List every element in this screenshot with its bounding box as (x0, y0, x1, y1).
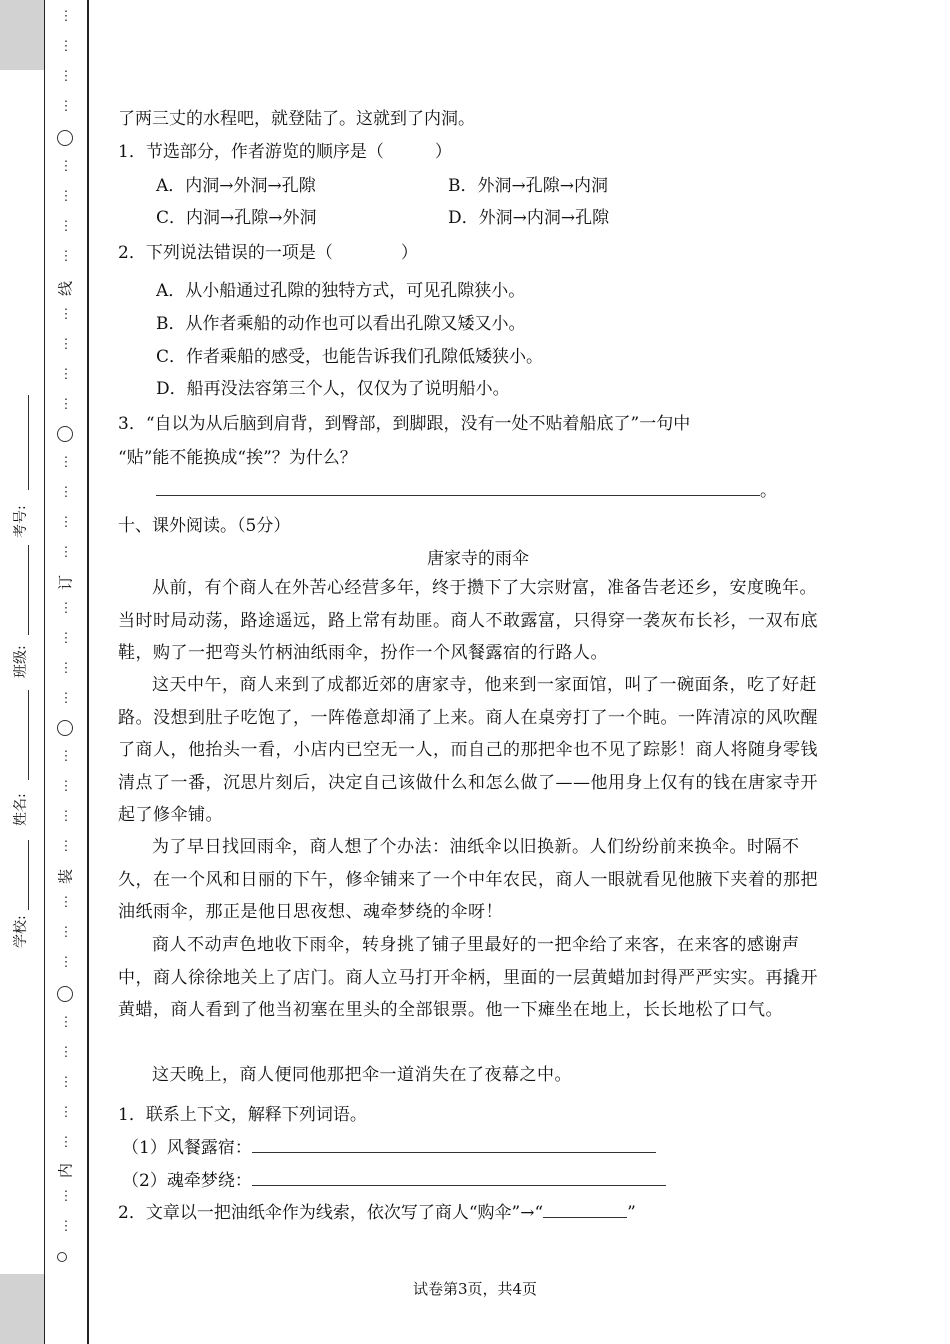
gutter-circle (57, 720, 73, 736)
gutter-dots: ⋮ (59, 691, 73, 706)
exam-no-blank[interactable] (28, 395, 29, 490)
gutter-dots: ⋮ (59, 455, 73, 470)
q1-option-a[interactable]: A．内洞→外洞→孔隙 (156, 176, 316, 196)
story-title: 唐家寺的雨伞 (427, 549, 529, 569)
story-paragraph-5: 这天晚上，商人便同他那把伞一道消失在了夜幕之中。 (152, 1065, 572, 1085)
gutter-dots: ⋮ (59, 307, 73, 322)
s10-q2-close: ” (627, 1203, 636, 1223)
q1-stem: 1．节选部分，作者游览的顺序是（ ） (118, 142, 452, 162)
gutter-dots: ⋮ (59, 839, 73, 854)
passage-tail: 了两三丈的水程吧，就登陆了。这就到了内洞。 (118, 109, 475, 129)
gutter-order-char: 订 (56, 575, 75, 591)
gutter-dots: ⋮ (59, 631, 73, 646)
gutter-dots: ⋮ (59, 895, 73, 910)
page-footer: 试卷第3页，共4页 (412, 1280, 538, 1298)
gutter-dots: ⋮ (59, 661, 73, 676)
gutter-dots: ⋮ (59, 249, 73, 264)
q2-option-d[interactable]: D．船再没法容第三个人，仅仅为了说明船小。 (156, 379, 510, 399)
gutter-dots: ⋮ (59, 99, 73, 114)
story-paragraph-2: 这天中午，商人来到了成都近郊的唐家寺，他来到一家面馆，叫了一碗面条，吃了好赶路。没想到肚子吃饱了，一阵倦意却涌了上来。商人在桌旁打了一个盹。一阵清凉的风吹醒了商人，他抬头一看，小店内已空无一人，而自己的那把伞也不见了踪影！商人将随身零钱清点了一番，沉思片刻后，决定自己该做什么和怎么做了——他用身上仅有的钱在唐家寺开起了修伞铺。 (118, 675, 818, 825)
s10-q1-item1 (122, 1133, 656, 1158)
gutter-dots: ⋮ (59, 189, 73, 204)
gutter-dots: ⋮ (59, 515, 73, 530)
gutter-shade-top (0, 0, 44, 70)
story-paragraph-1: 从前，有个商人在外苦心经营多年，终于攒下了大宗财富，准备告老还乡，安度晚年。当时时局动荡，路途遥远，路上常有劫匪。商人不敢露富，只得穿一袭灰布长衫，一双布底鞋，购了一把弯头竹柄油纸雨伞，扮作一个风餐露宿的行路人。 (118, 578, 818, 663)
class-blank[interactable] (28, 545, 29, 635)
story-paragraph-4: 商人不动声色地收下雨伞，转身挑了铺子里最好的一把伞给了来客，在来客的感谢声中，商人徐徐地关上了店门。商人立马打开伞柄，里面的一层黄蜡加封得严严实实。再撬开黄蜡，商人看到了他当初塞在里头的全部银票。他一下瘫坐在地上，长长地松了口气。 (118, 935, 818, 1020)
gutter-dots: ⋮ (59, 1105, 73, 1120)
name-label: 姓名: (13, 793, 29, 826)
gutter-circle-small (57, 1252, 67, 1262)
gutter-dots: ⋮ (59, 219, 73, 234)
gutter-dots: ⋮ (59, 1219, 73, 1234)
gutter-dots: ⋮ (59, 1075, 73, 1090)
gutter-line-char: 线 (56, 281, 75, 297)
gutter-circle (57, 130, 73, 146)
q1-option-c[interactable]: C．内洞→孔隙→外洞 (156, 208, 317, 228)
gutter-dots: ⋮ (59, 955, 73, 970)
gutter-dots: ⋮ (59, 159, 73, 174)
q1-option-d[interactable]: D．外洞→内洞→孔隙 (448, 208, 610, 228)
gutter-dots: ⋮ (59, 9, 73, 24)
s10-q1-item2-blank[interactable] (252, 1171, 666, 1186)
q2-option-b[interactable]: B．从作者乘船的动作也可以看出孔隙又矮又小。 (156, 314, 526, 334)
gutter-dots: ⋮ (59, 1045, 73, 1060)
s10-q1-stem: 1．联系上下文，解释下列词语。 (118, 1105, 367, 1125)
gutter-dots: ⋮ (59, 337, 73, 352)
gutter-circle (57, 426, 73, 442)
q3-answer-row (156, 476, 777, 501)
s10-q1-item1-label: （1）风餐露宿： (122, 1138, 252, 1158)
school-label: 学校: (13, 915, 29, 948)
section10-heading: 十、课外阅读。（5分） (118, 516, 291, 536)
q3-line2: “贴”能不能换成“挨”？为什么？ (118, 448, 357, 468)
s10-q1-item1-blank[interactable] (252, 1138, 656, 1153)
q2-stem: 2．下列说法错误的一项是（ ） (118, 243, 418, 263)
s10-q2-blank[interactable] (543, 1203, 627, 1218)
gutter-dots: ⋮ (59, 601, 73, 616)
story-paragraph-3: 为了早日找回雨伞，商人想了个办法：油纸伞以旧换新。人们纷纷前来换伞。时隔不久，在一个风和日丽的下午，修伞铺来了一个中年农民，商人一眼就看见他腋下夹着的那把油纸雨伞，那正是他日思夜想、魂牵梦绕的伞呀！ (118, 837, 818, 922)
gutter-outer-rule (87, 0, 89, 1344)
q1-option-b[interactable]: B．外洞→孔隙→内洞 (448, 176, 608, 196)
gutter-dots: ⋮ (59, 749, 73, 764)
gutter-dots: ⋮ (59, 1189, 73, 1204)
gutter-bind-char: 装 (56, 869, 75, 885)
gutter-dots: ⋮ (59, 367, 73, 382)
gutter-dots: ⋮ (59, 1015, 73, 1030)
s10-q2-text: 2．文章以一把油纸伞作为线索，依次写了商人“购伞”→“ (118, 1203, 544, 1223)
gutter-inner-char: 内 (56, 1163, 75, 1179)
gutter-dots: ⋮ (59, 1135, 73, 1150)
school-blank[interactable] (28, 840, 29, 910)
binding-gutter (0, 0, 88, 1344)
q3-answer-blank[interactable] (156, 479, 760, 496)
gutter-dots: ⋮ (59, 39, 73, 54)
s10-q2 (118, 1198, 636, 1223)
gutter-dots: ⋮ (59, 779, 73, 794)
gutter-dots: ⋮ (59, 545, 73, 560)
gutter-dots: ⋮ (59, 809, 73, 824)
exam-no-label: 考号: (13, 505, 29, 538)
gutter-circle (57, 986, 73, 1002)
q2-option-c[interactable]: C．作者乘船的感受，也能告诉我们孔隙低矮狭小。 (156, 347, 544, 367)
gutter-dots: ⋮ (59, 485, 73, 500)
gutter-inner-rule (44, 0, 45, 1344)
gutter-dots: ⋮ (59, 397, 73, 412)
q2-option-a[interactable]: A．从小船通过孔隙的独特方式，可见孔隙狭小。 (156, 281, 526, 301)
class-label: 班级: (13, 645, 29, 678)
gutter-dots: ⋮ (59, 925, 73, 940)
q3-end-mark: 。 (760, 481, 777, 501)
s10-q1-item2-label: （2）魂牵梦绕： (122, 1171, 252, 1191)
q3-line1: 3．“自以为从后脑到肩背，到臀部，到脚跟，没有一处不贴着船底了”一句中 (118, 414, 691, 434)
gutter-dots: ⋮ (59, 69, 73, 84)
name-blank[interactable] (28, 690, 29, 780)
s10-q1-item2 (122, 1166, 666, 1191)
